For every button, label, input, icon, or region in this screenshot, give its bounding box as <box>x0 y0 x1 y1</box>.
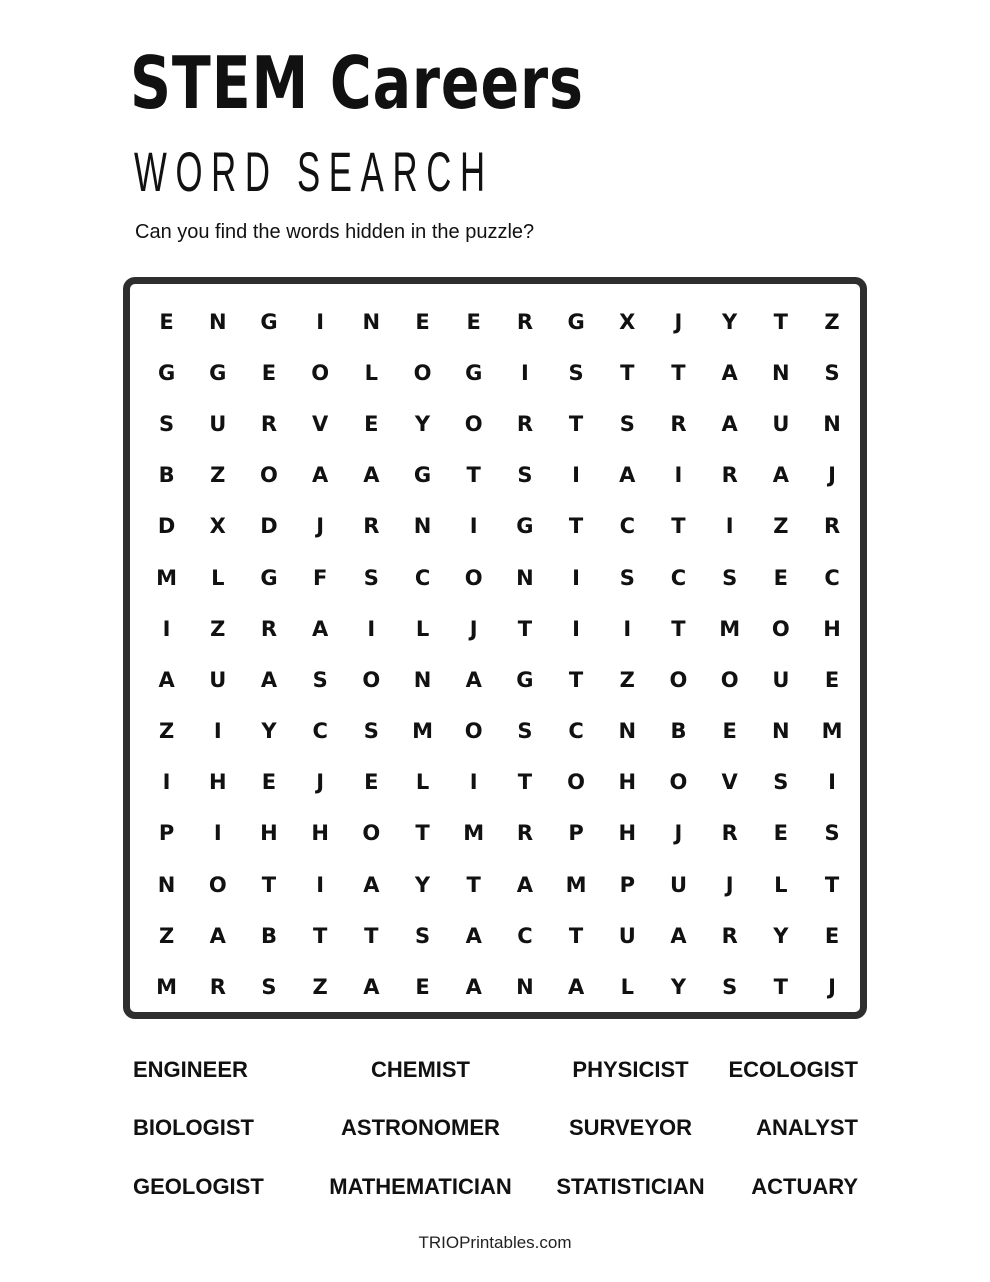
grid-cell[interactable]: I <box>572 463 580 488</box>
grid-cell[interactable]: U <box>669 872 687 897</box>
footer-website[interactable]: TRIOPrintables.com <box>418 1233 572 1252</box>
grid-cell[interactable]: I <box>469 514 478 539</box>
puzzle-frame <box>123 277 867 1019</box>
grid-cell[interactable]: I <box>162 770 171 795</box>
grid-cell[interactable]: M <box>719 616 741 641</box>
grid-cell[interactable]: P <box>158 821 175 846</box>
grid-cell[interactable]: A <box>721 411 738 436</box>
grid-cell[interactable]: A <box>567 975 585 1000</box>
grid-cell[interactable]: I <box>520 360 529 385</box>
grid-cell[interactable]: T <box>415 821 430 846</box>
grid-cell[interactable]: I <box>828 770 836 795</box>
grid-cell[interactable]: A <box>670 923 687 948</box>
grid-cell[interactable]: O <box>567 770 586 795</box>
grid-cell[interactable]: O <box>362 821 381 846</box>
grid-cell[interactable]: I <box>623 616 632 641</box>
grid-cell[interactable]: U <box>618 923 636 948</box>
grid-cell[interactable]: Y <box>414 411 431 436</box>
grid-cell[interactable]: E <box>415 975 430 1000</box>
grid-cell[interactable]: U <box>772 411 790 436</box>
grid-cell[interactable]: Z <box>824 309 840 334</box>
grid-cell[interactable]: O <box>771 616 790 641</box>
grid-cell[interactable]: I <box>367 616 376 641</box>
grid-cell[interactable]: O <box>260 463 278 488</box>
grid-cell[interactable]: N <box>413 514 432 539</box>
grid-cell[interactable]: T <box>671 360 686 385</box>
grid-cell[interactable]: Z <box>210 463 226 488</box>
grid-cell[interactable]: T <box>568 514 584 539</box>
grid-cell[interactable]: C <box>414 565 431 590</box>
grid-cell[interactable]: N <box>208 309 227 334</box>
grid-cell[interactable]: A <box>363 975 380 1000</box>
grid-cell[interactable]: T <box>466 463 481 488</box>
grid-cell[interactable]: R <box>721 463 738 488</box>
grid-cell[interactable]: A <box>312 463 329 488</box>
word-list-item: ACTUARY <box>751 1174 858 1199</box>
grid-cell[interactable]: M <box>156 565 178 590</box>
grid-cell[interactable]: Z <box>773 514 789 539</box>
grid-cell[interactable]: N <box>772 719 790 744</box>
grid-cell[interactable]: E <box>722 719 737 744</box>
grid-cell[interactable]: R <box>516 309 533 334</box>
page-subtitle: WORD SEARCH <box>134 140 494 203</box>
grid-cell[interactable]: N <box>157 872 176 897</box>
grid-cell[interactable]: A <box>465 975 482 1000</box>
word-list <box>133 1050 858 1220</box>
grid-cell[interactable]: A <box>465 923 482 948</box>
grid-cell[interactable]: J <box>725 872 734 897</box>
grid-cell[interactable]: I <box>725 514 734 539</box>
grid-cell[interactable]: X <box>619 309 636 334</box>
grid-cell[interactable]: H <box>618 770 637 795</box>
grid-cell[interactable]: O <box>720 667 739 692</box>
grid-cell[interactable]: L <box>211 565 225 590</box>
grid-cell[interactable]: R <box>823 514 841 539</box>
grid-cell[interactable]: S <box>619 411 635 436</box>
grid-cell[interactable]: N <box>413 667 432 692</box>
word-list-item: MATHEMATICIAN <box>329 1174 512 1199</box>
grid-cell[interactable]: Z <box>619 667 635 692</box>
word-list-item: ASTRONOMER <box>341 1115 500 1140</box>
grid-cell[interactable]: S <box>824 821 840 846</box>
grid-cell[interactable]: O <box>464 565 483 590</box>
grid-cell[interactable]: E <box>466 309 481 334</box>
grid-cell[interactable]: J <box>469 616 478 641</box>
grid-cell[interactable]: O <box>413 360 432 385</box>
grid-cell[interactable]: J <box>828 463 836 488</box>
grid-cell[interactable]: A <box>312 616 329 641</box>
grid-cell[interactable]: R <box>721 821 738 846</box>
grid-cell[interactable]: S <box>619 565 635 590</box>
grid-cell[interactable]: Y <box>414 872 431 897</box>
grid-cell[interactable]: D <box>260 514 278 539</box>
grid-cell[interactable]: E <box>773 565 789 590</box>
grid-cell[interactable]: S <box>824 360 840 385</box>
grid-cell[interactable]: Y <box>261 719 277 744</box>
grid-cell[interactable]: R <box>363 514 380 539</box>
grid-cell[interactable]: L <box>364 360 379 385</box>
grid-cell[interactable]: H <box>260 821 278 846</box>
word-list-item: ENGINEER <box>133 1057 248 1082</box>
word-list-item: SURVEYOR <box>568 1115 693 1140</box>
grid-cell[interactable]: L <box>415 770 430 795</box>
grid-cell[interactable]: I <box>316 872 325 897</box>
grid-cell[interactable]: E <box>415 309 430 334</box>
word-list-item: CHEMIST <box>371 1057 470 1082</box>
grid-cell[interactable]: N <box>516 565 534 590</box>
grid-cell[interactable]: E <box>159 309 174 334</box>
grid-cell[interactable]: E <box>261 360 277 385</box>
grid-cell[interactable]: S <box>363 565 379 590</box>
grid-cell[interactable]: P <box>568 821 584 846</box>
grid-cell[interactable]: S <box>517 463 533 488</box>
word-list-item: BIOLOGIST <box>133 1115 254 1140</box>
grid-cell[interactable]: S <box>517 719 533 744</box>
grid-cell[interactable]: T <box>261 872 277 897</box>
grid-cell[interactable]: S <box>722 565 738 590</box>
grid-cell[interactable]: C <box>670 565 687 590</box>
grid-cell[interactable]: I <box>572 565 580 590</box>
grid-cell[interactable]: C <box>312 719 328 744</box>
grid-cell[interactable]: L <box>620 975 634 1000</box>
grid-cell[interactable]: R <box>516 821 533 846</box>
grid-cell[interactable]: O <box>362 667 381 692</box>
grid-cell[interactable]: R <box>721 923 738 948</box>
grid-cell[interactable]: A <box>260 667 278 692</box>
grid-cell[interactable]: Y <box>722 309 738 334</box>
grid-cell[interactable]: D <box>157 514 176 539</box>
grid-cell[interactable]: N <box>362 309 381 334</box>
grid-cell[interactable]: E <box>824 923 840 948</box>
grid-cell[interactable]: H <box>311 821 329 846</box>
grid-cell[interactable]: L <box>415 616 430 641</box>
grid-cell[interactable]: J <box>674 309 683 334</box>
grid-cell[interactable]: X <box>209 514 226 539</box>
grid-cell[interactable]: A <box>209 923 226 948</box>
grid-cell[interactable]: I <box>469 770 478 795</box>
grid-cell[interactable]: U <box>209 667 227 692</box>
grid-cell[interactable]: I <box>162 616 171 641</box>
grid-cell[interactable]: N <box>772 360 790 385</box>
grid-cell[interactable]: G <box>413 463 432 488</box>
grid-cell[interactable]: J <box>316 514 325 539</box>
grid-cell[interactable]: S <box>414 923 431 948</box>
grid-cell[interactable]: Z <box>158 923 175 948</box>
grid-cell[interactable]: J <box>674 821 683 846</box>
grid-cell[interactable]: Z <box>158 719 175 744</box>
grid-cell[interactable]: I <box>572 616 580 641</box>
word-list-item: STATISTICIAN <box>556 1174 705 1199</box>
grid-cell[interactable]: A <box>619 463 636 488</box>
grid-cell[interactable]: G <box>260 309 278 334</box>
grid-cell[interactable]: S <box>568 360 584 385</box>
page-title: STEM Careers <box>130 41 584 125</box>
grid-cell[interactable]: V <box>721 770 738 795</box>
grid-cell[interactable]: R <box>260 411 278 436</box>
grid-cell[interactable]: P <box>619 872 635 897</box>
grid-cell[interactable]: R <box>516 411 533 436</box>
grid-cell[interactable]: C <box>824 565 840 590</box>
grid-cell[interactable]: R <box>670 411 687 436</box>
grid-cell[interactable]: J <box>828 975 836 1000</box>
grid-cell[interactable]: A <box>721 360 738 385</box>
grid-cell[interactable]: H <box>618 821 637 846</box>
grid-cell[interactable]: A <box>158 667 175 692</box>
grid-cell[interactable]: B <box>260 923 277 948</box>
grid-cell[interactable]: Z <box>312 975 328 1000</box>
word-list-item: PHYSICIST <box>572 1057 689 1082</box>
grid-cell[interactable]: E <box>364 411 379 436</box>
letter-grid <box>141 296 858 1013</box>
grid-cell[interactable]: H <box>208 770 227 795</box>
grid-cell[interactable]: T <box>620 360 635 385</box>
grid-cell[interactable]: A <box>465 667 482 692</box>
grid-cell[interactable]: V <box>312 411 329 436</box>
grid-cell[interactable]: N <box>823 411 841 436</box>
grid-cell[interactable]: S <box>363 719 379 744</box>
grid-cell[interactable]: M <box>821 719 843 744</box>
grid-cell[interactable]: B <box>670 719 687 744</box>
grid-cell[interactable]: S <box>722 975 738 1000</box>
grid-cell[interactable]: A <box>772 463 789 488</box>
instructions: Can you find the words hidden in the puzzle? <box>135 221 535 243</box>
grid-cell[interactable]: T <box>568 667 584 692</box>
grid-cell[interactable]: O <box>669 770 688 795</box>
grid-cell[interactable]: G <box>157 360 176 385</box>
grid-cell[interactable]: S <box>773 770 789 795</box>
grid-cell[interactable]: G <box>567 309 585 334</box>
grid-cell[interactable]: J <box>316 770 325 795</box>
grid-cell[interactable]: O <box>208 872 227 897</box>
grid-cell[interactable]: A <box>516 872 534 897</box>
grid-cell[interactable]: A <box>363 463 380 488</box>
grid-cell[interactable]: T <box>773 975 788 1000</box>
grid-cell[interactable]: T <box>517 770 533 795</box>
grid-cell[interactable]: T <box>671 616 686 641</box>
grid-cell[interactable]: Z <box>210 616 226 641</box>
grid-cell[interactable]: G <box>209 360 227 385</box>
grid-cell[interactable]: B <box>158 463 175 488</box>
grid-cell[interactable]: O <box>669 667 688 692</box>
grid-cell[interactable]: O <box>464 411 483 436</box>
grid-cell[interactable]: T <box>517 616 533 641</box>
grid-cell[interactable]: G <box>516 514 534 539</box>
grid-cell[interactable]: C <box>517 923 533 948</box>
grid-cell[interactable]: M <box>565 872 587 897</box>
grid-cell[interactable]: U <box>772 667 790 692</box>
grid-cell[interactable]: S <box>159 411 175 436</box>
grid-cell[interactable]: A <box>363 872 380 897</box>
word-list-item: GEOLOGIST <box>133 1174 264 1199</box>
grid-cell[interactable]: Y <box>773 923 789 948</box>
grid-cell[interactable]: I <box>316 309 325 334</box>
grid-cell[interactable]: E <box>773 821 789 846</box>
grid-cell[interactable]: M <box>156 975 178 1000</box>
grid-cell[interactable]: E <box>364 770 379 795</box>
grid-cell[interactable]: H <box>823 616 841 641</box>
grid-cell[interactable]: O <box>311 360 330 385</box>
grid-cell[interactable]: R <box>209 975 226 1000</box>
grid-cell[interactable]: M <box>412 719 433 744</box>
word-list-item: ECOLOGIST <box>728 1057 858 1082</box>
grid-cell[interactable]: T <box>312 923 328 948</box>
grid-cell[interactable]: G <box>260 565 278 590</box>
grid-cell[interactable]: N <box>516 975 534 1000</box>
grid-cell[interactable]: I <box>213 821 222 846</box>
grid-cell[interactable]: Y <box>670 975 687 1000</box>
grid-cell[interactable]: T <box>824 872 840 897</box>
grid-cell[interactable]: O <box>464 719 483 744</box>
grid-cell[interactable]: E <box>261 770 277 795</box>
grid-cell[interactable]: T <box>671 514 686 539</box>
grid-cell[interactable]: F <box>312 565 328 590</box>
word-list-item: ANALYST <box>756 1115 858 1140</box>
grid-cell[interactable]: G <box>516 667 534 692</box>
grid-cell[interactable]: N <box>618 719 637 744</box>
grid-cell[interactable]: L <box>774 872 788 897</box>
grid-cell[interactable]: T <box>568 923 584 948</box>
grid-cell[interactable]: G <box>465 360 483 385</box>
grid-cell[interactable]: I <box>213 719 222 744</box>
grid-cell[interactable]: U <box>209 411 227 436</box>
grid-cell[interactable]: M <box>463 821 485 846</box>
grid-cell[interactable]: I <box>674 463 683 488</box>
grid-cell[interactable]: C <box>619 514 635 539</box>
grid-cell[interactable]: S <box>261 975 277 1000</box>
grid-cell[interactable]: R <box>260 616 278 641</box>
grid-cell[interactable]: T <box>364 923 379 948</box>
grid-cell[interactable]: E <box>824 667 840 692</box>
grid-cell[interactable]: T <box>466 872 481 897</box>
grid-cell[interactable]: T <box>773 309 788 334</box>
grid-cell[interactable]: S <box>312 667 328 692</box>
grid-cell[interactable]: C <box>568 719 584 744</box>
grid-cell[interactable]: T <box>568 411 584 436</box>
